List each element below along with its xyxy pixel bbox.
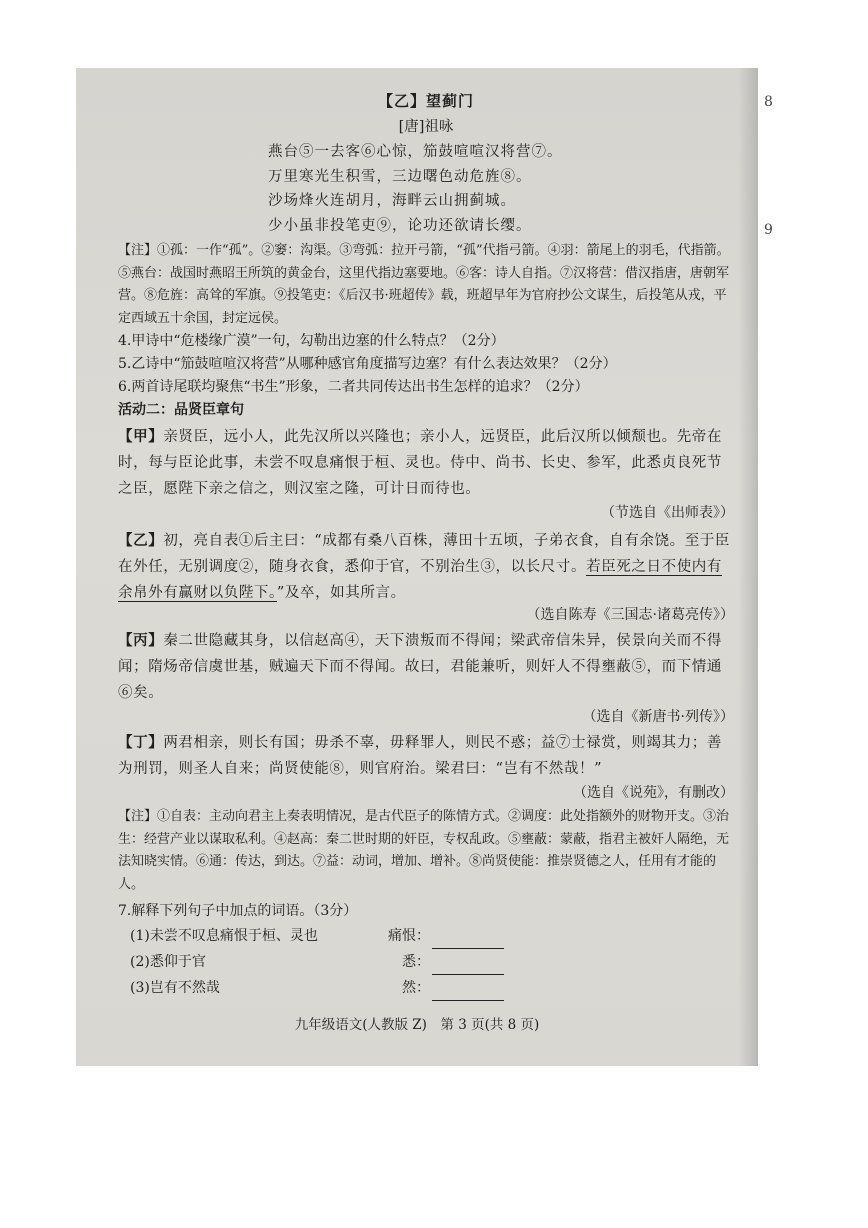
activity-heading: 活动二：品贤臣章句 — [118, 402, 244, 418]
passage-tag: 【甲】 — [118, 428, 164, 445]
passage-text: 初，亮自表①后主曰：“成都有桑八百株，薄田十五顷，子弟衣食，自有余饶。至于臣在外任，无别调度②，随身衣食，悉仰于官，不别治生③，以长尺寸。 — [118, 533, 731, 575]
poem-line: 燕台⑤一去客⑥心惊，笳鼓喧喧汉将营⑦。 — [268, 144, 563, 160]
passage-text: ”及卒，如其所言。 — [276, 585, 406, 601]
q7-item — [118, 949, 734, 975]
q7-item — [118, 975, 734, 1001]
margin-mark: 9 — [764, 222, 773, 238]
answer-blank[interactable] — [432, 958, 504, 975]
answer-blank[interactable] — [432, 984, 504, 1001]
passage-text: 秦二世隐藏其身，以信赵高④，天下溃叛而不得闻；梁武帝信朱异，侯景向关而不得闻；隋炀帝信虞世基，贼遍天下而不得闻。故曰，君能兼听，则奸人不得壅蔽⑤，而下情通⑥矣。 — [118, 633, 723, 701]
poem-line: 沙场烽火连胡月，海畔云山拥蓟城。 — [268, 193, 516, 209]
passage-tag: 【丙】 — [118, 632, 164, 649]
poem-line: 万里寒光生积雪，三边曙色动危旌⑧。 — [268, 168, 532, 185]
question-6: 6.两首诗尾联均聚焦“书生”形象，二者共同传达出书生怎样的追求？（2分） — [118, 379, 589, 395]
poem-line: 少小虽非投笔吏⑨，论功还欲请长缨。 — [268, 217, 532, 234]
poem-title: 【乙】望蓟门 — [377, 92, 474, 110]
poem-note: 【注】①孤：一作“孤”。②窭：沟渠。③弯弧：拉开弓箭，“孤”代指弓箭。④羽：箭尾上的羽毛，代指箭。⑤燕台：战国时燕昭王所筑的黄金台，这里代指边塞要地。⑥客：诗人自指。⑦汉将营：借汉指唐，唐朝军营。⑧危旌：高耸的军旗。⑨投笔吏：《后汉书·班超传》载，班超早年为官府抄公文谋生，后投笔从戎，平定西域五十余国，封定远侯。 — [118, 243, 730, 326]
margin-mark: 8 — [764, 94, 773, 110]
passage-tag: 【乙】 — [118, 532, 164, 549]
passage-yi — [118, 528, 734, 606]
q7-word: 痛恨： — [388, 928, 430, 944]
answer-blank[interactable] — [432, 932, 504, 949]
question-7-prompt: 7.解释下列句子中加点的词语。（3分） — [118, 903, 358, 919]
underlined-sentence: 若臣死之日不使内有余帛外有赢财以负陛下。 — [118, 559, 723, 601]
passage-ding — [118, 730, 734, 782]
q7-sentence: (3)岂有不然哉 — [130, 980, 220, 996]
q7-sentence: (2)悉仰于官 — [130, 954, 206, 970]
passage-tag: 【丁】 — [118, 734, 164, 751]
source-jia: （节选自《出师表》） — [601, 505, 734, 521]
page-shadow — [738, 68, 758, 1066]
q7-word: 悉： — [402, 954, 430, 970]
source-bing: （选自《新唐书·列传》） — [582, 709, 734, 725]
passage-text: 亲贤臣，远小人，此先汉所以兴隆也；亲小人，远贤臣，此后汉所以倾颓也。先帝在时，每与臣论此事，未尝不叹息痛恨于桓、灵也。侍中、尚书、长史、参军，此悉贞良死节之臣，愿陛下亲之信之，则汉室之隆，可计日而待也。 — [118, 429, 723, 497]
poem-body — [118, 140, 734, 238]
page-footer: 九年级语文(人教版 Z) 第 3 页(共 8 页) — [294, 1017, 540, 1033]
poem-author: [唐]祖咏 — [398, 119, 454, 135]
question-4: 4.甲诗中“危楼缘广漠”一句，勾勒出边塞的什么特点？（2分） — [118, 333, 505, 349]
passage-jia — [118, 424, 734, 502]
exam-page — [76, 68, 758, 1066]
question-5: 5.乙诗中“笳鼓喧喧汉将营”从哪种感官角度描写边塞？有什么表达效果？（2分） — [118, 356, 617, 372]
source-ding: （选自《说苑》，有删改） — [573, 785, 734, 801]
passage-bing — [118, 628, 734, 706]
q7-item — [118, 923, 734, 949]
q7-sentence: (1)未尝不叹息痛恨于桓、灵也 — [130, 928, 318, 944]
passage-text: 两君相亲，则长有国；毋杀不辜，毋释罪人，则民不惑；益⑦士禄赏，则竭其力；善为刑罚，则圣人自来；尚贤使能⑧，则官府治。梁君曰：“岂有不然哉！” — [118, 735, 723, 777]
q7-word: 然： — [402, 980, 430, 996]
questions-section-1 — [118, 330, 734, 422]
activity-note: 【注】①自表：主动向君主上奏表明情况，是古代臣子的陈情方式。②调度：此处指额外的财物开支。③治生：经营产业以谋取私利。④赵高：秦二世时期的奸臣，专权乱政。⑤壅蔽：蒙蔽，指君主被奸人隔绝，无法知晓实情。⑥通：传达，到达。⑦益：动词，增加、增补。⑧尚贤使能：推崇贤德之人，任用有才能的人。 — [118, 809, 730, 892]
question-7 — [118, 900, 734, 1001]
source-yi: （选自陈寿《三国志·诸葛亮传》） — [526, 607, 734, 623]
